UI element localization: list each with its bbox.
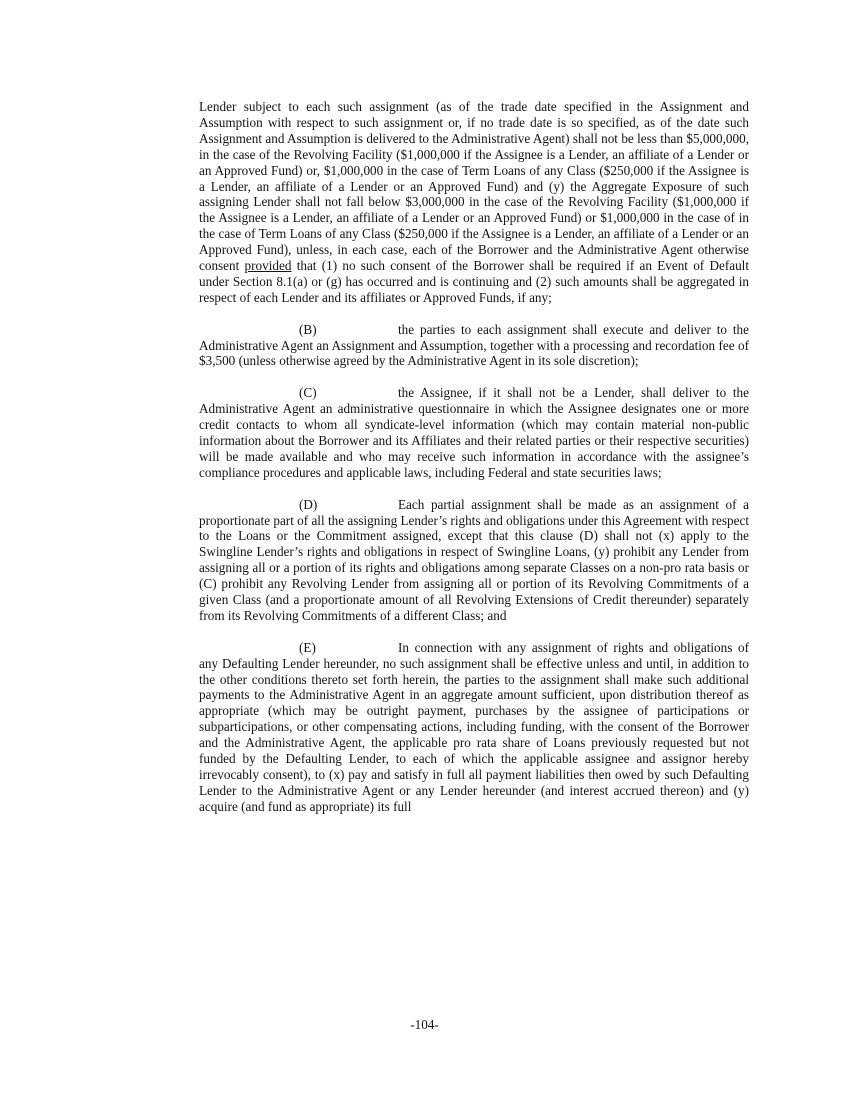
clause-c-text: the Assignee, if it shall not be a Lender, shall deliver to the Administrative Agent an administrative questionnaire in which the Assignee designates one or more credit contacts to whom all syndicate-level information (which may contain material non-public information about the Borrower and its Affiliates and their related parties or their respective securities) will be made available and who may receive such information in accordance with the assignee’s compliance procedures and applicable laws, including Federal and state securities laws;	[199, 385, 749, 480]
document-body	[199, 99, 749, 815]
clause-b-text: the parties to each assignment shall execute and deliver to the Administrative Agent an Assignment and Assumption, together with a processing and recordation fee of $3,500 (unless otherwise agreed by the Administrative Agent in its sole discretion);	[199, 321, 749, 369]
clause-d-text: Each partial assignment shall be made as an assignment of a proportionate part of all the assigning Lender’s rights and obligations under this Agreement with respect to the Loans or the Commitment assigned, except that this clause (D) shall not (x) apply to the Swingline Lender’s rights and obligations in respect of Swingline Loans, (y) prohibit any Lender from assigning all or a portion of its rights and obligations among separate Classes on a non-pro rata basis or (C) prohibit any Revolving Lender from assigning all or portion of its Revolving Commitments of a given Class (and a proportionate amount of all Revolving Extensions of Credit thereunder) separately from its Revolving Commitments of a different Class; and	[199, 496, 749, 623]
intro-paragraph	[199, 99, 749, 306]
clause-d-marker: (D)	[299, 496, 318, 512]
paragraph-spacer	[199, 306, 749, 322]
page-number: -104-	[410, 1017, 439, 1032]
paragraph-spacer	[199, 369, 749, 385]
clause-c-marker: (C)	[299, 385, 317, 401]
paragraph-spacer	[199, 624, 749, 640]
clause-b-paragraph	[199, 322, 749, 370]
clause-e-marker: (E)	[299, 639, 316, 655]
intro-text-before: Lender subject to each such assignment (as of the trade date specified in the Assignment and Assumption with respect to such assignment or, if no trade date is so specified, as of the date such Assignment and Assumption is delivered to the Administrative Agent) shall not be less than $5,000,000, in the case of the Revolving Facility ($1,000,000 if the Assignee is a Lender, an affiliate of a Lender or an Approved Fund) or, $1,000,000 in the case of Term Loans of any Class ($250,000 if the Assignee is a Lender, an affiliate of a Lender or an Approved Fund) and (y) the Aggregate Exposure of such assigning Lender shall not fall below $3,000,000 in the case of the Revolving Facility ($1,000,000 if the Assignee is a Lender, an affiliate of a Lender or an Approved Fund) or $1,000,000 in the case of in the case of Term Loans of any Class ($250,000 if the Assignee is a Lender, an affiliate of a Lender or an Approved Fund), unless, in each case, each of the Borrower and the Administrative Agent otherwise consent	[199, 99, 749, 274]
clause-d-paragraph	[199, 497, 749, 624]
clause-e-text: In connection with any assignment of rights and obligations of any Defaulting Lender hereunder, no such assignment shall be effective unless and until, in addition to the other conditions thereto set forth herein, the parties to the assignment shall make such additional payments to the Administrative Agent in an aggregate amount sufficient, upon distribution thereof as appropriate (which may be outright payment, purchases by the assignee of participations or subparticipations, or other compensating actions, including funding, with the consent of the Borrower and the Administrative Agent, the applicable pro rata share of Loans previously requested but not funded by the Defaulting Lender, to each of which the applicable assignee and assignor hereby irrevocably consent), to (x) pay and satisfy in full all payment liabilities then owed by such Defaulting Lender to the Administrative Agent or any Lender hereunder (and interest accrued thereon) and (y) acquire (and fund as appropriate) its full	[199, 639, 749, 814]
clause-b-marker: (B)	[299, 321, 317, 337]
clause-e-paragraph	[199, 640, 749, 815]
paragraph-spacer	[199, 481, 749, 497]
provided-term: provided	[244, 258, 292, 274]
clause-c-paragraph	[199, 385, 749, 480]
intro-text-after: that (1) no such consent of the Borrower shall be required if an Event of Default under Section 8.1(a) or (g) has occurred and is continuing and (2) such amounts shall be aggregated in respect of each Lender and its affiliates or Approved Funds, if any;	[199, 258, 749, 305]
